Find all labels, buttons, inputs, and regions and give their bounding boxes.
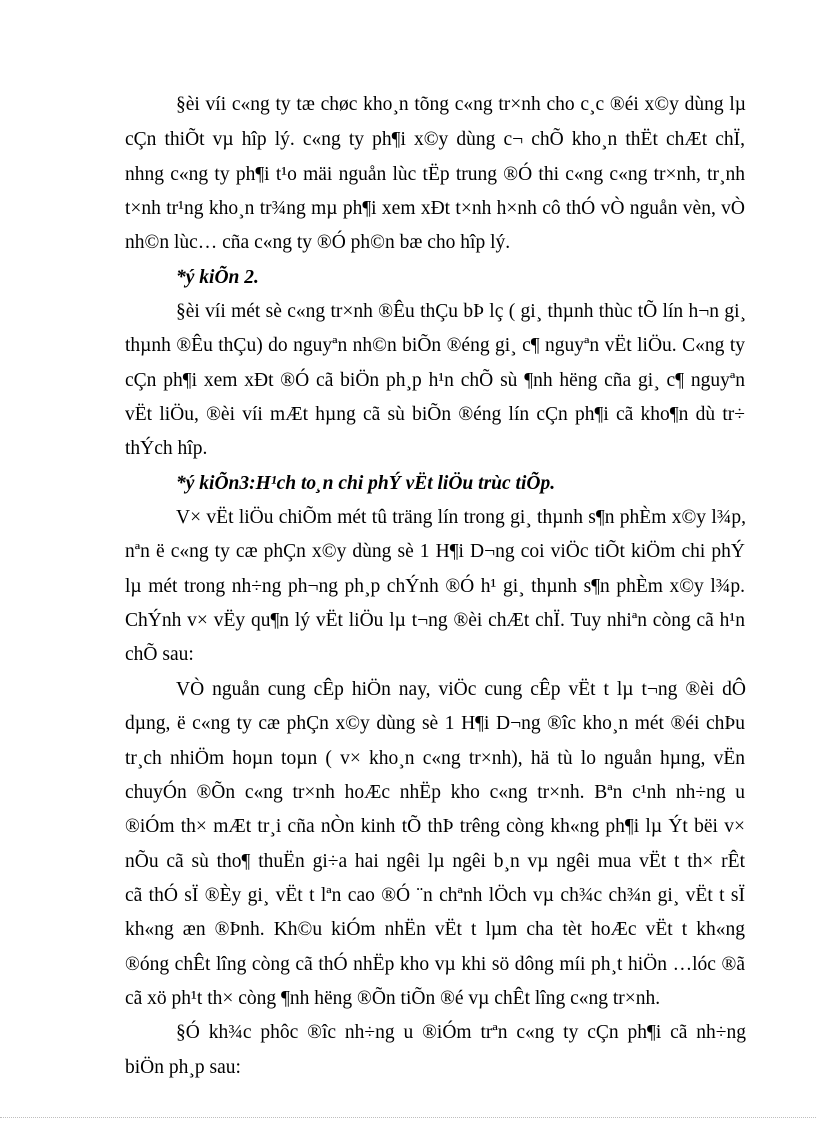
section-heading: *ý kiÕn 2. [176, 267, 259, 288]
paragraph-line: nh©n lùc… cña c«ng ty ®Ó ph©n bæ cho hîp lý. [125, 232, 511, 253]
paragraph-line: ChÝnh v× vËy qu¶n lý vËt liÖu lµ t¬ng ®èi chÆt chÏ. Tuy nhiªn còng cã h¹n [125, 610, 745, 631]
paragraph-line: lµ mét trong nh÷ng ph¬ng ph¸p chÝnh ®Ó h¹ gi¸ thµnh s¶n phÈm x©y l¾p. [125, 576, 745, 597]
paragraph-line: §èi víi mét sè c«ng tr×nh ®Êu thÇu bÞ lç ( gi¸ thµnh thùc tÕ lín h¬n gi¸ [176, 301, 746, 322]
section-heading: *ý kiÕn3:H¹ch to¸n chi phÝ vËt liÖu trùc tiÕp. [176, 473, 556, 494]
paragraph-line: tr¸ch nhiÖm hoµn toµn ( v× kho¸n c«ng tr×nh), hä tù lo nguån hµng, vËn [125, 748, 745, 769]
paragraph-line: chuyÓn ®Õn c«ng tr×nh hoÆc nhËp kho c«ng tr×nh. Bªn c¹nh nh÷ng u [125, 782, 745, 803]
paragraph-line: cÇn thiÕt vµ hîp lý. c«ng ty ph¶i x©y dùng c¬ chÕ kho¸n thËt chÆt chÏ, [125, 129, 745, 150]
paragraph-line: §èi víi c«ng ty tæ chøc kho¸n tõng c«ng tr×nh cho c¸c ®éi x©y dùng lµ [176, 94, 746, 115]
paragraph-line: ®óng chÊt lîng còng cã thÓ nhËp kho vµ khi sö dông míi ph¸t hiÖn …lóc ®ã [125, 954, 745, 975]
paragraph-line: dµng, ë c«ng ty cæ phÇn x©y dùng sè 1 H¶i D¬ng ®îc kho¸n mét ®éi chÞu [125, 713, 745, 734]
paragraph-line: vËt liÖu, ®èi víi mÆt hµng cã sù biÕn ®éng lín cÇn ph¶i cã kho¶n dù tr÷ [125, 404, 745, 425]
paragraph-line: ®iÓm th× mÆt tr¸i cña nÒn kinh tÕ thÞ trêng còng kh«ng ph¶i lµ Ýt bëi v× [125, 816, 745, 837]
paragraph-line: thÝch hîp. [125, 438, 208, 459]
paragraph-line: thµnh ®Êu thÇu) do nguyªn nh©n biÕn ®éng gi¸ c¶ nguyªn vËt liÖu. C«ng ty [125, 335, 745, 356]
paragraph-line: V× vËt liÖu chiÕm mét tû träng lín trong gi¸ thµnh s¶n phÈm x©y l¾p, [176, 507, 746, 528]
paragraph-line: t×nh tr¹ng kho¸n tr¾ng mµ ph¶i xem xÐt t×nh h×nh cô thÓ vÒ nguån vèn, vÒ [125, 198, 745, 219]
paragraph-line: kh«ng æn ®Þnh. Kh©u kiÓm nhËn vËt t lµm cha tèt hoÆc vËt t kh«ng [125, 919, 745, 940]
paragraph-line: cÇn ph¶i xem xÐt ®Ó cã biÖn ph¸p h¹n chÕ sù ¶nh hëng cña gi¸ c¶ nguyªn [125, 370, 745, 391]
paragraph-line: VÒ nguån cung cÊp hiÖn nay, viÖc cung cÊp vËt t lµ t¬ng ®èi dÔ [176, 679, 746, 700]
paragraph-line: nªn ë c«ng ty cæ phÇn x©y dùng sè 1 H¶i D¬ng coi viÖc tiÕt kiÖm chi phÝ [125, 541, 745, 562]
paragraph-line: cã xö ph¹t th× còng ¶nh hëng ®Õn tiÕn ®é vµ chÊt lîng c«ng tr×nh. [125, 988, 661, 1009]
paragraph-line: nhng c«ng ty ph¶i t¹o mäi nguån lùc tËp trung ®Ó thi c«ng c«ng tr×nh, tr¸nh [125, 164, 745, 185]
page-bottom-divider [0, 1117, 816, 1118]
paragraph-line: chÕ sau: [125, 644, 194, 665]
paragraph-line: biÖn ph¸p sau: [125, 1057, 241, 1078]
paragraph-line: nÕu cã sù tho¶ thuËn gi÷a hai ngêi lµ ngêi b¸n vµ ngêi mua vËt t th× rÊt [125, 851, 745, 872]
paragraph-line: cã thÓ sÏ ®Èy gi¸ vËt t lªn cao ®Ó ¨n chªnh lÖch vµ ch¾c ch¾n gi¸ vËt t sÏ [125, 885, 745, 906]
paragraph-line: §Ó kh¾c phôc ®îc nh÷ng u ®iÓm trªn c«ng ty cÇn ph¶i cã nh÷ng [176, 1022, 746, 1043]
